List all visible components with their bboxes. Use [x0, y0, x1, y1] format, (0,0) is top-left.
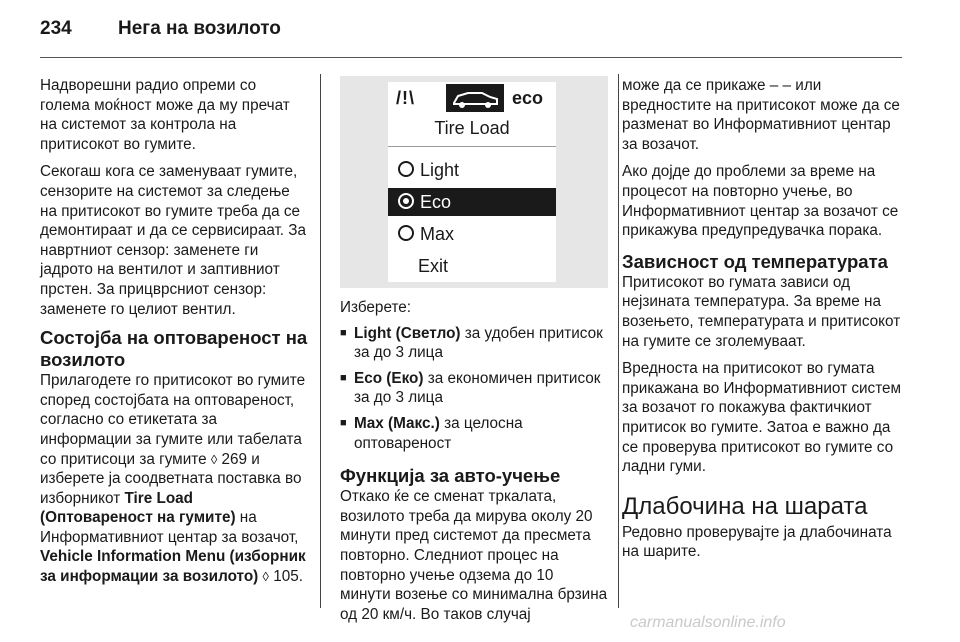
paragraph-temperature: Притисокот во гумата зависи од нејзината температура. За време на возењето, температурата и притисокот на гумите се зголемуваат.	[622, 273, 901, 350]
display-item-eco[interactable]: Eco	[388, 188, 556, 216]
page-number: 234	[40, 18, 72, 39]
menu-name-vehicle-info: Vehicle Information Menu (изборник за информации за возилото)	[40, 548, 306, 586]
paragraph-warning: Ако дојде до проблеми за време на процесот на повторно учење, во Информативниот центар за возачот се прикажува предупредувачка порака.	[622, 163, 899, 240]
paragraph-tread-depth: Редовно проверувајте ја длабочината на шарите.	[622, 523, 892, 561]
display-separator	[388, 146, 556, 147]
display-item-exit[interactable]: Exit	[418, 256, 449, 276]
paragraph-auto-learn: Откако ќе се сменат тркалата, возилото треба да мирува околу 20 минути пред системот да пресмета повторно. Следниот процес на повторно учење одзема до 10 минути возење со минимална брзина од 20 км/ч. Во таков случај	[340, 488, 608, 623]
paragraph-cold-tires: Вредноста на притисокот во гумата прикажана во Информативниот систем за возачот го покажува фактичкиот притисок во гумите. Затоа е важно да се проверува притисокот во гумите со ладни гуми.	[622, 360, 902, 476]
warning-icons: /!\	[396, 88, 415, 108]
heading-auto-learn: Функција за авто-учење	[340, 465, 561, 487]
paragraph-adjust-pressure: Прилагодете го притисокот во гумите според состојбата на оптовареност, согласно со етикетата за информации за гумите или табелата со притисоци за гумите ◊ 269 и изберете ја соодветната поставка во изборникот Tire Load (Оптовареност на гумите) на Информативниот центар за возачот, Vehicle Information Menu (изборник за информации за возилото) ◊ 105.	[40, 372, 306, 586]
column-left	[40, 76, 308, 595]
list-item: ■ Light (Светло) за удобен притисок за до 3 лица	[340, 324, 608, 363]
heading-temperature: Зависност од температурата	[622, 250, 888, 272]
display-menu-title: Tire Load	[434, 118, 510, 138]
column-divider	[320, 74, 321, 608]
heading-vehicle-load: Состојба на оптовареност на возилото	[40, 327, 308, 371]
radio-icon	[398, 225, 414, 241]
dic-display-illustration	[340, 76, 608, 288]
eco-label: eco	[512, 88, 544, 108]
heading-tread-depth: Длабочина на шарата	[622, 492, 868, 520]
watermark: carmanualsonline.info	[630, 614, 786, 631]
paragraph-sensor-service: Секогаш кога се заменуваат гумите, сензорите на системот за следење на притисокот во гумите треба да се демонтираат и да се сервисираат. За навртниот сензор: заменете ги јадрото на вентилот и заптивниот прстен. За прицврсниот сензор: заменете го целиот вентил.	[40, 163, 307, 318]
car-icon	[446, 84, 504, 112]
display-screen	[388, 82, 556, 282]
radio-selected-icon	[398, 193, 414, 209]
menu-name-tire-load: Tire Load (Оптовареност на гумите)	[40, 489, 236, 527]
page-ref-icon: ◊	[262, 569, 269, 585]
column-right	[622, 76, 906, 570]
paragraph-radio-interference: Надворешни радио опреми со голема моќност може да му пречат на системот за контрола на притисокот во гумите.	[40, 77, 290, 153]
radio-icon	[398, 161, 414, 177]
display-item-light[interactable]: Light	[388, 156, 556, 184]
select-label: Изберете:	[340, 299, 412, 316]
paragraph-values-swap: може да се прикаже – – или вредностите на притисокот може да се разменат во Информативниот центар за возачот.	[622, 77, 900, 153]
column-divider	[618, 74, 619, 608]
list-item: ■ Eco (Еко) за економичен притисок за до 3 лица	[340, 369, 608, 408]
page-header	[40, 18, 920, 48]
display-item-max[interactable]: Max	[388, 220, 556, 248]
display-topbar	[388, 82, 556, 116]
page-ref-link[interactable]: 105.	[273, 568, 303, 586]
page-ref-link[interactable]: 269	[221, 450, 248, 468]
page-ref-icon: ◊	[210, 451, 218, 467]
header-rule	[40, 57, 902, 58]
options-list	[340, 324, 608, 454]
page-title: Нега на возилото	[118, 18, 281, 39]
list-item: ■ Max (Макс.) за целосна оптовареност	[340, 414, 608, 453]
column-middle	[340, 298, 608, 632]
